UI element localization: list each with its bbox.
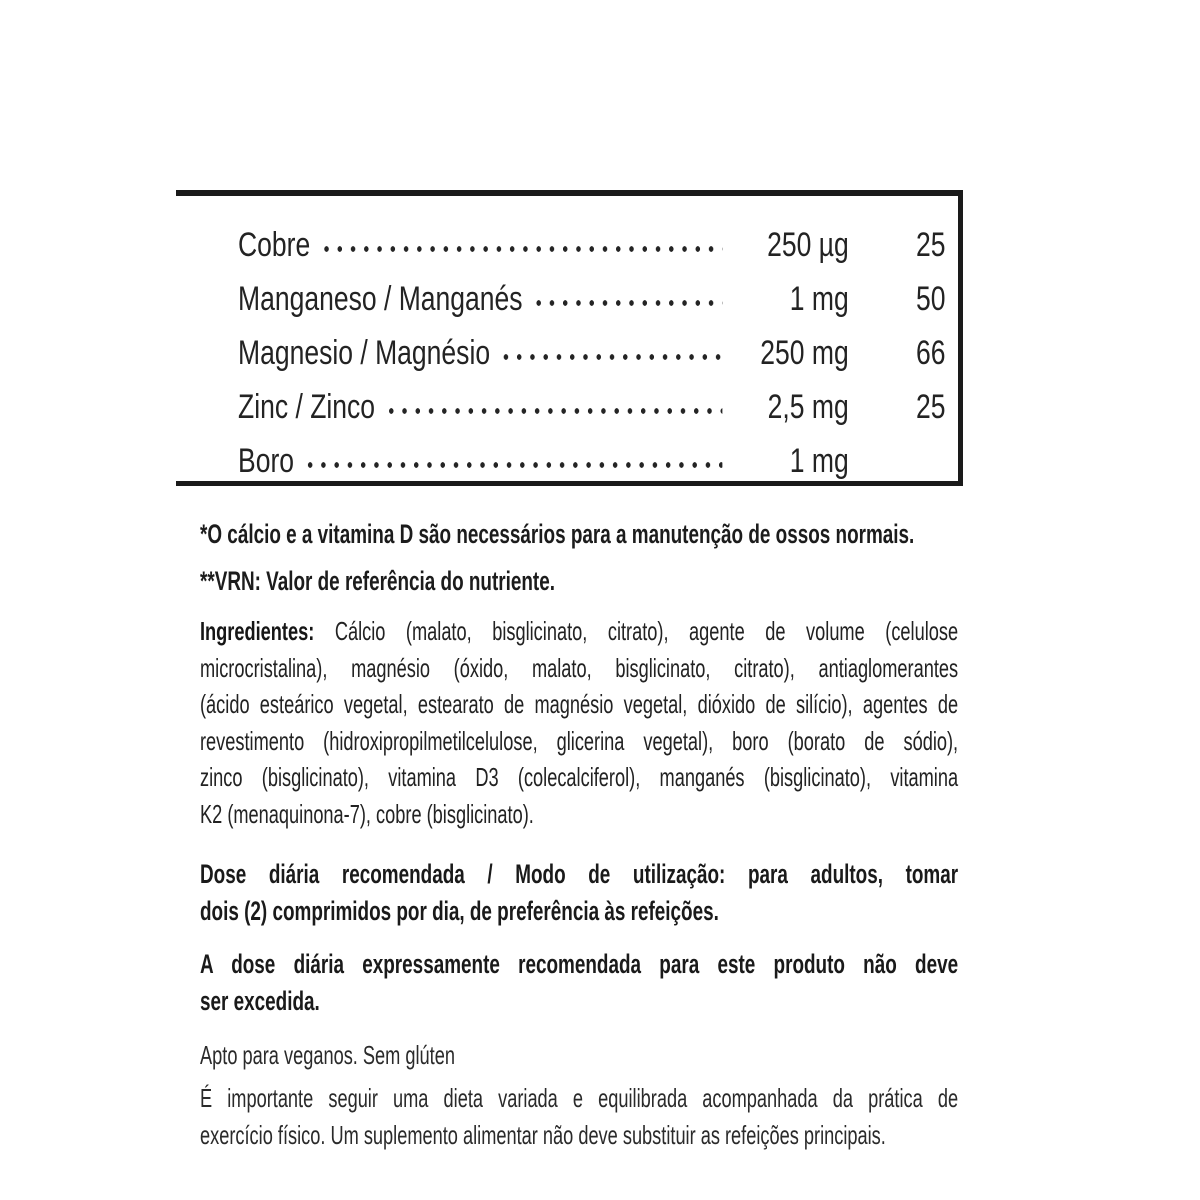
- nutrient-vrn-percent: 25: [915, 388, 946, 426]
- nutrient-name: Zinc / Zinco: [238, 388, 376, 426]
- nutrient-amount: 1 mg: [789, 280, 849, 318]
- leader-dots: [303, 460, 722, 470]
- leader-dots: [499, 352, 722, 362]
- table-row: [238, 375, 958, 429]
- footnote-calcium: [200, 517, 958, 551]
- warning-paragraph: [200, 946, 958, 1019]
- text-line: Ingredientes: Cálcio (malato, bisglicinato, citrato), agente de volume (celulose: [200, 616, 959, 646]
- nutrient-name: Manganeso / Manganés: [238, 280, 523, 318]
- leader-dots: [320, 244, 723, 254]
- table-row: [238, 429, 958, 483]
- text-line: revestimento (hidroxipropilmetilcelulose, glicerina vegetal), boro (borato de sódio),: [200, 725, 959, 756]
- nutrient-vrn-percent: 66: [915, 334, 946, 372]
- text-line: É importante seguir uma dieta variada e equilibrada acompanhada da prática de: [200, 1083, 959, 1113]
- nutrient-amount: 1 mg: [789, 442, 849, 480]
- vegan-note: [200, 1037, 958, 1074]
- vegan-note-text: Apto para veganos. Sem glúten: [200, 1040, 455, 1070]
- table-row: [238, 213, 958, 267]
- text-line: (ácido esteárico vegetal, estearato de magnésio vegetal, dióxido de silício), agentes de: [200, 689, 959, 719]
- text-line: A dose diária expressamente recomendada para este produto não deve: [200, 949, 959, 979]
- nutrient-vrn-percent: 50: [915, 280, 946, 318]
- text-line: K2 (menaquinona-7), cobre (bisglicinato).: [200, 798, 534, 829]
- text-line: exercício físico. Um suplemento alimentar não deve substituir as refeições principais.: [200, 1120, 886, 1150]
- footnote-text: **VRN: Valor de referência do nutriente.: [200, 566, 555, 596]
- table-row: [238, 267, 958, 321]
- nutrition-rows: [238, 213, 958, 483]
- diet-advice-paragraph: [200, 1080, 958, 1154]
- text-line: zinco (bisglicinato), vitamina D3 (colecalciferol), manganés (bisglicinato), vitamina: [200, 762, 959, 792]
- text-line: Dose diária recomendada / Modo de utilização: para adultos, tomar: [200, 859, 959, 889]
- nutrient-name: Boro: [238, 442, 295, 480]
- footnote-text: *O cálcio e a vitamina D são necessários para a manutenção de ossos normais.: [200, 519, 915, 549]
- nutrition-facts-panel: [176, 190, 963, 486]
- text-line: dois (2) comprimidos por dia, de preferência às refeições.: [200, 895, 719, 926]
- leader-dots: [384, 406, 722, 416]
- nutrient-vrn-percent: 25: [915, 226, 946, 264]
- nutrient-name: Magnesio / Magnésio: [238, 334, 491, 372]
- ingredients-paragraph: [200, 613, 958, 832]
- leader-dots: [532, 298, 722, 308]
- nutrient-name: Cobre: [238, 226, 311, 264]
- nutrient-amount: 250 mg: [760, 334, 849, 372]
- dosage-paragraph: [200, 856, 958, 929]
- text-line: ser excedida.: [200, 985, 320, 1016]
- text-line: microcristalina), magnésio (óxido, malato, bisglicinato, citrato), antiaglomerantes: [200, 652, 959, 683]
- footnote-vrn: [200, 564, 958, 598]
- nutrient-amount: 2,5 mg: [767, 388, 849, 426]
- nutrient-amount: 250 µg: [767, 226, 849, 264]
- table-row: [238, 321, 958, 375]
